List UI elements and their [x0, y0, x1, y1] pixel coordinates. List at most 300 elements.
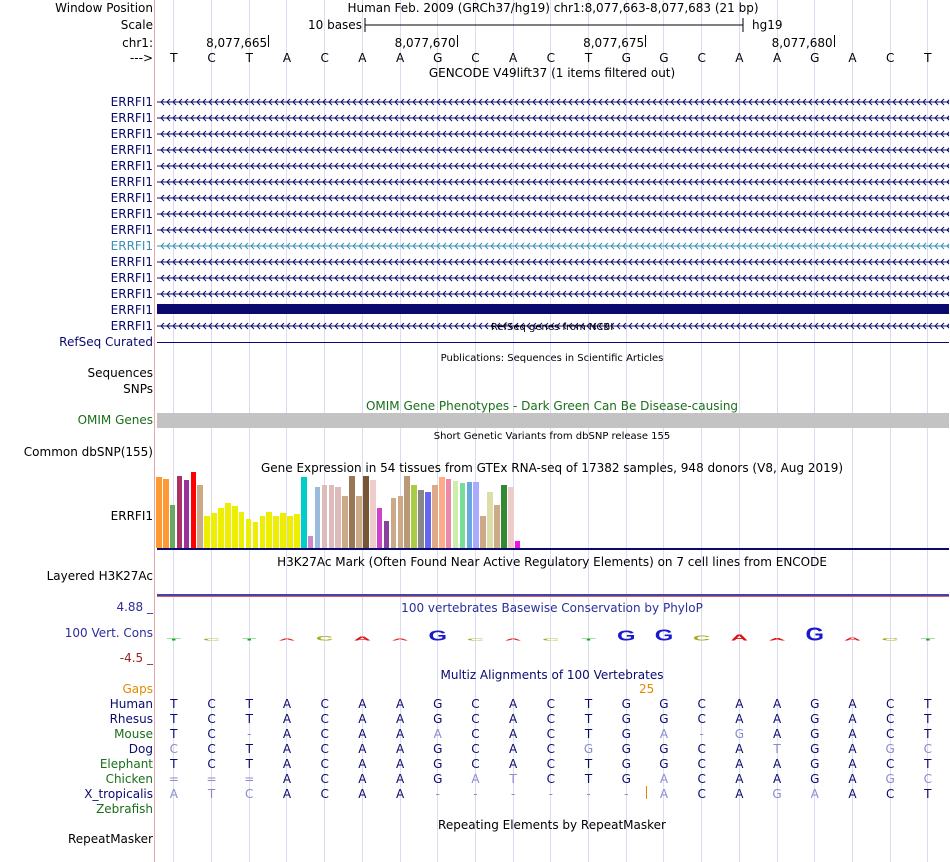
multiz-aligned-base: T	[924, 697, 932, 711]
multiz-aligned-base: C	[885, 697, 895, 711]
multiz-aligned-base: G	[810, 772, 820, 786]
multiz-aligned-base: G	[659, 712, 669, 726]
multiz-aligned-base: C	[207, 742, 216, 756]
reference-base: G	[433, 51, 443, 65]
multiz-aligned-base: T	[170, 757, 178, 771]
multiz-species-label[interactable]: Rhesus	[109, 712, 153, 726]
gtex-tissue-bar[interactable]	[398, 496, 404, 548]
multiz-aligned-base: -	[699, 727, 704, 741]
multiz-aligned-base: A	[772, 772, 782, 786]
gtex-tissue-bar[interactable]	[211, 513, 217, 548]
gtex-tissue-bar[interactable]	[322, 485, 328, 548]
reference-base: A	[358, 51, 367, 65]
multiz-aligned-base: A	[772, 757, 782, 771]
multiz-aligned-base: G	[810, 727, 820, 741]
gencode-transcript-label[interactable]: ERRFI1	[110, 143, 153, 157]
multiz-aligned-base: A	[358, 712, 367, 726]
multiz-aligned-base: G	[621, 727, 631, 741]
gtex-tissue-bar[interactable]	[391, 498, 397, 548]
multiz-aligned-base: C	[320, 787, 329, 801]
gtex-tissue-bar[interactable]	[315, 487, 321, 548]
scale-bar	[360, 17, 750, 33]
multiz-aligned-base: A	[471, 772, 480, 786]
gtex-tissue-bar[interactable]	[225, 503, 231, 548]
gencode-transcript-label[interactable]: ERRFI1	[110, 111, 153, 125]
gencode-intron-line[interactable]	[157, 128, 949, 140]
gtex-tissue-bar[interactable]	[473, 482, 479, 548]
gencode-intron-line[interactable]	[157, 272, 949, 284]
gtex-tissue-bar[interactable]	[280, 513, 286, 548]
gencode-intron-line[interactable]	[157, 192, 949, 204]
multiz-aligned-base: T	[170, 712, 178, 726]
label-area-divider	[154, 0, 155, 862]
reference-base: A	[395, 51, 405, 65]
gencode-transcript-label[interactable]: ERRFI1	[110, 303, 153, 317]
multiz-aligned-base: T	[245, 697, 253, 711]
reference-base: T	[584, 51, 593, 65]
phylop-base-glyph[interactable]: A	[504, 637, 522, 642]
gtex-tissue-bar[interactable]	[197, 485, 203, 548]
gtex-tissue-bar[interactable]	[239, 512, 245, 548]
multiz-aligned-base: C	[697, 772, 706, 786]
gtex-gene-label[interactable]: ERRFI1	[110, 509, 153, 523]
gencode-intron-line[interactable]	[157, 160, 949, 172]
dbsnp-track-label[interactable]: Common dbSNP(155)	[23, 445, 153, 459]
phylop-base-glyph[interactable]: A	[391, 637, 409, 642]
multiz-aligned-base: G	[621, 697, 631, 711]
multiz-aligned-base: G	[659, 757, 669, 771]
multiz-aligned-base: T	[170, 697, 178, 711]
multiz-aligned-base: T	[924, 787, 932, 801]
gtex-tissue-bar[interactable]	[370, 480, 376, 548]
multiz-species-label[interactable]: Chicken	[105, 772, 153, 786]
multiz-aligned-base: C	[546, 742, 556, 756]
refseq-track-title: RefSeq genes from NCBI	[490, 322, 614, 333]
gtex-tissue-bar[interactable]	[232, 506, 238, 548]
window-position-label: Window Position	[55, 1, 153, 15]
gtex-tissue-bar[interactable]	[294, 514, 300, 548]
reference-base: G	[621, 51, 631, 65]
multiz-aligned-base: G	[433, 712, 443, 726]
multiz-species-label[interactable]: Zebrafish	[96, 802, 153, 816]
gtex-tissue-bar[interactable]	[177, 476, 183, 548]
multiz-aligned-base: A	[395, 712, 405, 726]
multiz-aligned-base: T	[245, 742, 253, 756]
multiz-aligned-base: -	[548, 787, 554, 801]
multiz-aligned-base: A	[509, 757, 518, 771]
multiz-aligned-base: C	[320, 742, 329, 756]
gencode-transcript-label[interactable]: ERRFI1	[110, 287, 153, 301]
gencode-transcript-label[interactable]: ERRFI1	[110, 223, 153, 237]
multiz-insertion-marker	[646, 786, 647, 799]
assembly-label: hg19	[752, 18, 783, 32]
multiz-aligned-base: C	[320, 757, 329, 771]
multiz-aligned-base: A	[509, 742, 518, 756]
reference-base: C	[697, 51, 706, 65]
multiz-aligned-base: T	[584, 727, 593, 741]
phylop-base-glyph[interactable]: A	[278, 637, 296, 642]
multiz-aligned-base: G	[810, 697, 820, 711]
multiz-aligned-base: -	[247, 727, 252, 741]
multiz-aligned-base: G	[885, 742, 895, 756]
multiz-aligned-base: -	[473, 787, 478, 801]
reference-base: T	[170, 51, 178, 65]
multiz-aligned-base: =	[206, 772, 217, 786]
gtex-tissue-bar[interactable]	[467, 482, 473, 548]
reference-base: C	[546, 51, 556, 65]
multiz-aligned-base: G	[621, 772, 631, 786]
repeatmasker-track-title: Repeating Elements by RepeatMasker	[438, 818, 666, 832]
multiz-aligned-base: A	[358, 727, 367, 741]
phylop-base-glyph[interactable]: A	[843, 636, 862, 642]
chrom-label: chr1:	[122, 36, 153, 50]
gtex-tissue-bar[interactable]	[363, 476, 369, 548]
gencode-intron-line[interactable]	[157, 96, 949, 108]
multiz-aligned-base: C	[546, 712, 556, 726]
multiz-aligned-base: T	[924, 757, 932, 771]
multiz-aligned-base: G	[659, 697, 669, 711]
multiz-aligned-base: C	[885, 727, 895, 741]
gtex-tissue-bar[interactable]	[156, 477, 162, 548]
multiz-aligned-base: T	[207, 787, 216, 801]
multiz-aligned-base: A	[848, 727, 857, 741]
multiz-aligned-base: C	[923, 772, 933, 786]
phylop-base-glyph[interactable]: G	[805, 624, 825, 645]
multiz-aligned-base: A	[659, 772, 669, 786]
reference-base: C	[320, 51, 329, 65]
multiz-aligned-base: A	[395, 742, 405, 756]
phylop-track-label[interactable]: 100 Vert. Cons	[64, 626, 153, 640]
multiz-aligned-base: A	[395, 697, 405, 711]
publications-track-label[interactable]: Sequences	[87, 366, 153, 380]
phylop-base-glyph[interactable]: G	[428, 627, 448, 645]
multiz-aligned-base: A	[848, 772, 857, 786]
multiz-gap-count: 25	[639, 682, 655, 696]
multiz-aligned-base: A	[735, 742, 744, 756]
multiz-aligned-base: G	[621, 712, 631, 726]
multiz-aligned-base: G	[433, 757, 443, 771]
gtex-gene-line	[157, 548, 949, 550]
gencode-intron-line[interactable]	[157, 224, 949, 236]
gtex-tissue-bar[interactable]	[460, 483, 466, 548]
multiz-aligned-base: G	[734, 727, 744, 741]
gencode-exon-block[interactable]	[157, 304, 949, 314]
phylop-base-glyph[interactable]: C	[693, 633, 711, 643]
refseq-gene-line[interactable]	[157, 342, 949, 343]
gencode-transcript-label[interactable]: ERRFI1	[110, 175, 153, 189]
multiz-aligned-base: A	[358, 787, 367, 801]
gtex-tissue-bar[interactable]	[191, 472, 197, 548]
omim-phenotype-bar[interactable]	[157, 413, 949, 428]
multiz-aligned-base: T	[924, 727, 932, 741]
multiz-aligned-base: C	[546, 757, 556, 771]
ruler-tick-mark	[834, 35, 835, 47]
multiz-aligned-base: =	[168, 772, 179, 786]
multiz-aligned-base: A	[810, 787, 819, 801]
gtex-tissue-bar[interactable]	[515, 541, 521, 548]
gtex-tissue-bar[interactable]	[487, 492, 493, 548]
gtex-tissue-bar[interactable]	[301, 477, 307, 548]
gtex-tissue-bar[interactable]	[425, 492, 431, 548]
gencode-transcript-label[interactable]: ERRFI1	[110, 159, 153, 173]
reference-base: G	[810, 51, 820, 65]
gtex-tissue-bar[interactable]	[494, 505, 500, 548]
gencode-intron-line[interactable]	[157, 112, 949, 124]
gtex-tissue-bar[interactable]	[439, 477, 445, 548]
multiz-aligned-base: A	[395, 757, 405, 771]
gencode-transcript-label[interactable]: ERRFI1	[110, 127, 153, 141]
gencode-track-title: GENCODE V49lift37 (1 items filtered out)	[428, 66, 676, 80]
scale-label: Scale	[120, 18, 153, 32]
multiz-aligned-base: A	[772, 712, 782, 726]
multiz-gaps-label: Gaps	[122, 682, 153, 696]
h3k27ac-signal-line-2	[157, 596, 949, 597]
phylop-base-glyph[interactable]: A	[768, 637, 786, 642]
multiz-aligned-base: T	[924, 712, 932, 726]
dbsnp-track-title: Short Genetic Variants from dbSNP release 155	[433, 431, 671, 442]
gencode-transcript-label[interactable]: ERRFI1	[110, 271, 153, 285]
gtex-tissue-bar[interactable]	[508, 487, 514, 548]
multiz-aligned-base: C	[207, 757, 216, 771]
ruler-tick-label: 8,077,680	[771, 36, 833, 50]
multiz-species-label[interactable]: X_tropicalis	[84, 787, 153, 801]
multiz-aligned-base: C	[546, 697, 556, 711]
multiz-aligned-base: T	[584, 757, 593, 771]
ruler-tick-label: 8,077,670	[394, 36, 456, 50]
multiz-aligned-base: C	[471, 742, 480, 756]
gencode-intron-line[interactable]	[157, 208, 949, 220]
multiz-aligned-base: C	[546, 727, 556, 741]
multiz-aligned-base: C	[320, 772, 329, 786]
gtex-tissue-bar[interactable]	[246, 519, 252, 548]
multiz-species-label[interactable]: Elephant	[99, 757, 153, 771]
multiz-aligned-base: C	[471, 727, 480, 741]
multiz-aligned-base: -	[586, 787, 591, 801]
gtex-tissue-bar[interactable]	[480, 516, 486, 548]
reference-base: G	[659, 51, 669, 65]
multiz-aligned-base: G	[659, 742, 669, 756]
gtex-tissue-bar[interactable]	[218, 508, 224, 548]
multiz-aligned-base: T	[584, 697, 593, 711]
ruler-tick-mark	[645, 35, 646, 47]
gtex-tissue-bar[interactable]	[273, 516, 279, 548]
multiz-aligned-base: T	[245, 712, 253, 726]
gtex-tissue-bar[interactable]	[349, 476, 355, 548]
multiz-aligned-base: =	[244, 772, 255, 786]
strand-label: --->	[129, 51, 153, 65]
phylop-base-glyph[interactable]: C	[202, 637, 221, 642]
gtex-tissue-bar[interactable]	[418, 490, 424, 548]
refseq-track-label[interactable]: RefSeq Curated	[59, 335, 153, 349]
phylop-base-glyph[interactable]: C	[466, 637, 485, 642]
ruler-tick-label: 8,077,675	[583, 36, 645, 50]
ruler-tick-mark	[268, 35, 269, 47]
multiz-aligned-base: A	[395, 787, 405, 801]
gencode-intron-line[interactable]	[157, 256, 949, 268]
multiz-aligned-base: A	[735, 697, 744, 711]
gencode-transcript-label[interactable]: ERRFI1	[110, 319, 153, 333]
phylop-base-glyph[interactable]: A	[730, 633, 748, 643]
reference-base: C	[885, 51, 895, 65]
snps-label[interactable]: SNPs	[123, 382, 153, 396]
gtex-tissue-bar[interactable]	[170, 505, 176, 548]
phylop-base-glyph[interactable]: T	[581, 637, 596, 642]
gencode-intron-line[interactable]	[157, 176, 949, 188]
ruler-tick-label: 8,077,665	[206, 36, 268, 50]
multiz-aligned-base: T	[509, 772, 517, 786]
reference-base: A	[509, 51, 518, 65]
ruler-tick-mark	[457, 35, 458, 47]
reference-base: T	[245, 51, 253, 65]
gtex-tissue-bar[interactable]	[253, 522, 259, 548]
multiz-aligned-base: A	[659, 787, 669, 801]
multiz-aligned-base: C	[885, 757, 895, 771]
multiz-aligned-base: A	[848, 757, 857, 771]
multiz-aligned-base: C	[697, 712, 706, 726]
gtex-tissue-bar[interactable]	[342, 496, 348, 548]
gtex-tissue-bar[interactable]	[453, 481, 459, 548]
gtex-tissue-bar[interactable]	[163, 479, 169, 548]
phylop-base-glyph[interactable]: T	[166, 637, 182, 642]
multiz-aligned-base: G	[810, 742, 820, 756]
gencode-transcript-label[interactable]: ERRFI1	[110, 239, 153, 253]
gencode-intron-line[interactable]	[157, 288, 949, 300]
multiz-aligned-base: G	[772, 787, 782, 801]
multiz-aligned-base: G	[433, 697, 443, 711]
multiz-aligned-base: A	[169, 787, 178, 801]
gencode-transcript-label[interactable]: ERRFI1	[110, 191, 153, 205]
multiz-aligned-base: T	[584, 712, 593, 726]
gtex-tissue-bar[interactable]	[260, 516, 266, 548]
multiz-aligned-base: A	[358, 742, 367, 756]
gtex-tissue-bar[interactable]	[287, 516, 293, 548]
gtex-tissue-bar[interactable]	[384, 521, 390, 548]
gtex-tissue-bar[interactable]	[184, 480, 190, 548]
multiz-species-label[interactable]: Dog	[128, 742, 153, 756]
gtex-tissue-bar[interactable]	[411, 485, 417, 548]
repeatmasker-track-label[interactable]: RepeatMasker	[67, 832, 153, 846]
multiz-aligned-base: T	[170, 727, 178, 741]
multiz-aligned-base: C	[885, 787, 895, 801]
multiz-aligned-base: -	[624, 787, 629, 801]
multiz-aligned-base: A	[282, 727, 292, 741]
scale-bases-text: 10 bases	[308, 18, 362, 32]
reference-base: A	[772, 51, 782, 65]
multiz-aligned-base: C	[169, 742, 179, 756]
multiz-aligned-base: C	[320, 727, 329, 741]
multiz-aligned-base: A	[735, 712, 744, 726]
multiz-aligned-base: G	[583, 742, 594, 756]
gencode-transcript-label[interactable]: ERRFI1	[110, 207, 153, 221]
multiz-aligned-base: G	[433, 742, 443, 756]
multiz-aligned-base: A	[282, 757, 292, 771]
multiz-aligned-base: C	[697, 787, 706, 801]
multiz-aligned-base: C	[207, 712, 216, 726]
multiz-aligned-base: A	[848, 697, 857, 711]
multiz-aligned-base: A	[282, 772, 292, 786]
multiz-species-label[interactable]: Human	[109, 697, 153, 711]
multiz-aligned-base: A	[509, 697, 518, 711]
multiz-aligned-base: T	[773, 742, 781, 756]
multiz-aligned-base: A	[358, 757, 367, 771]
multiz-aligned-base: C	[471, 712, 480, 726]
multiz-aligned-base: A	[509, 727, 518, 741]
reference-base: C	[207, 51, 216, 65]
multiz-aligned-base: C	[697, 697, 706, 711]
gencode-intron-line[interactable]	[157, 240, 949, 252]
phylop-base-glyph[interactable]: G	[654, 626, 674, 645]
gencode-transcript-label[interactable]: ERRFI1	[110, 255, 153, 269]
phylop-base-glyph[interactable]: C	[542, 637, 560, 642]
phylop-base-glyph[interactable]: C	[316, 634, 334, 642]
phylop-base-glyph[interactable]: C	[881, 637, 899, 642]
phylop-base-glyph[interactable]: T	[241, 637, 257, 642]
phylop-logo[interactable]	[157, 614, 949, 664]
multiz-aligned-base: G	[621, 757, 631, 771]
gtex-tissue-bar[interactable]	[432, 485, 438, 548]
gencode-intron-line[interactable]	[157, 144, 949, 156]
gencode-transcript-label[interactable]: ERRFI1	[110, 95, 153, 109]
multiz-aligned-base: C	[471, 757, 480, 771]
phylop-ymax-label: 4.88 _	[116, 600, 153, 614]
multiz-aligned-base: A	[358, 697, 367, 711]
reference-base: C	[471, 51, 480, 65]
gtex-tissue-bar[interactable]	[204, 516, 210, 548]
multiz-aligned-base: A	[735, 787, 744, 801]
gtex-tissue-bar[interactable]	[404, 476, 410, 548]
reference-base: A	[735, 51, 744, 65]
reference-base: A	[282, 51, 292, 65]
multiz-aligned-base: A	[659, 727, 669, 741]
multiz-aligned-base: A	[735, 772, 744, 786]
multiz-aligned-base: C	[207, 697, 216, 711]
gtex-tissue-bar[interactable]	[329, 485, 335, 548]
multiz-aligned-base: A	[735, 757, 744, 771]
multiz-aligned-base: G	[621, 742, 631, 756]
multiz-species-label[interactable]: Mouse	[114, 727, 153, 741]
multiz-aligned-base: C	[320, 712, 329, 726]
h3k27ac-track-label[interactable]: Layered H3K27Ac	[46, 569, 153, 583]
multiz-aligned-base: G	[810, 712, 820, 726]
phylop-base-glyph[interactable]: G	[616, 627, 636, 645]
multiz-aligned-base: -	[435, 787, 440, 801]
gtex-tissue-bar[interactable]	[446, 479, 452, 548]
gtex-tissue-bar[interactable]	[356, 496, 362, 548]
phylop-base-glyph[interactable]: T	[920, 637, 936, 642]
gtex-tissue-bar[interactable]	[266, 512, 272, 548]
gtex-tissue-bar[interactable]	[335, 487, 341, 548]
phylop-base-glyph[interactable]: A	[353, 635, 371, 642]
multiz-aligned-base: A	[772, 697, 782, 711]
multiz-aligned-base: C	[546, 772, 556, 786]
omim-track-label[interactable]: OMIM Genes	[77, 413, 153, 427]
h3k27ac-track-title: H3K27Ac Mark (Often Found Near Active Regulatory Elements) on 7 cell lines from ENCODE	[277, 555, 827, 569]
multiz-aligned-base: A	[282, 787, 292, 801]
multiz-aligned-base: C	[471, 697, 480, 711]
multiz-aligned-base: T	[245, 757, 253, 771]
multiz-aligned-base: C	[923, 742, 933, 756]
gtex-track-title: Gene Expression in 54 tissues from GTEx RNA-seq of 17382 samples, 948 donors (V8, Aug 2019)	[260, 461, 844, 475]
gtex-tissue-bar[interactable]	[308, 536, 314, 548]
reference-base: T	[924, 51, 932, 65]
multiz-aligned-base: A	[282, 742, 292, 756]
multiz-aligned-base: A	[433, 727, 442, 741]
gtex-tissue-bar[interactable]	[501, 485, 507, 548]
multiz-aligned-base: T	[584, 772, 593, 786]
multiz-aligned-base: C	[245, 787, 254, 801]
gtex-tissue-bar[interactable]	[377, 508, 383, 548]
multiz-track-title: Multiz Alignments of 100 Vertebrates	[440, 668, 664, 682]
